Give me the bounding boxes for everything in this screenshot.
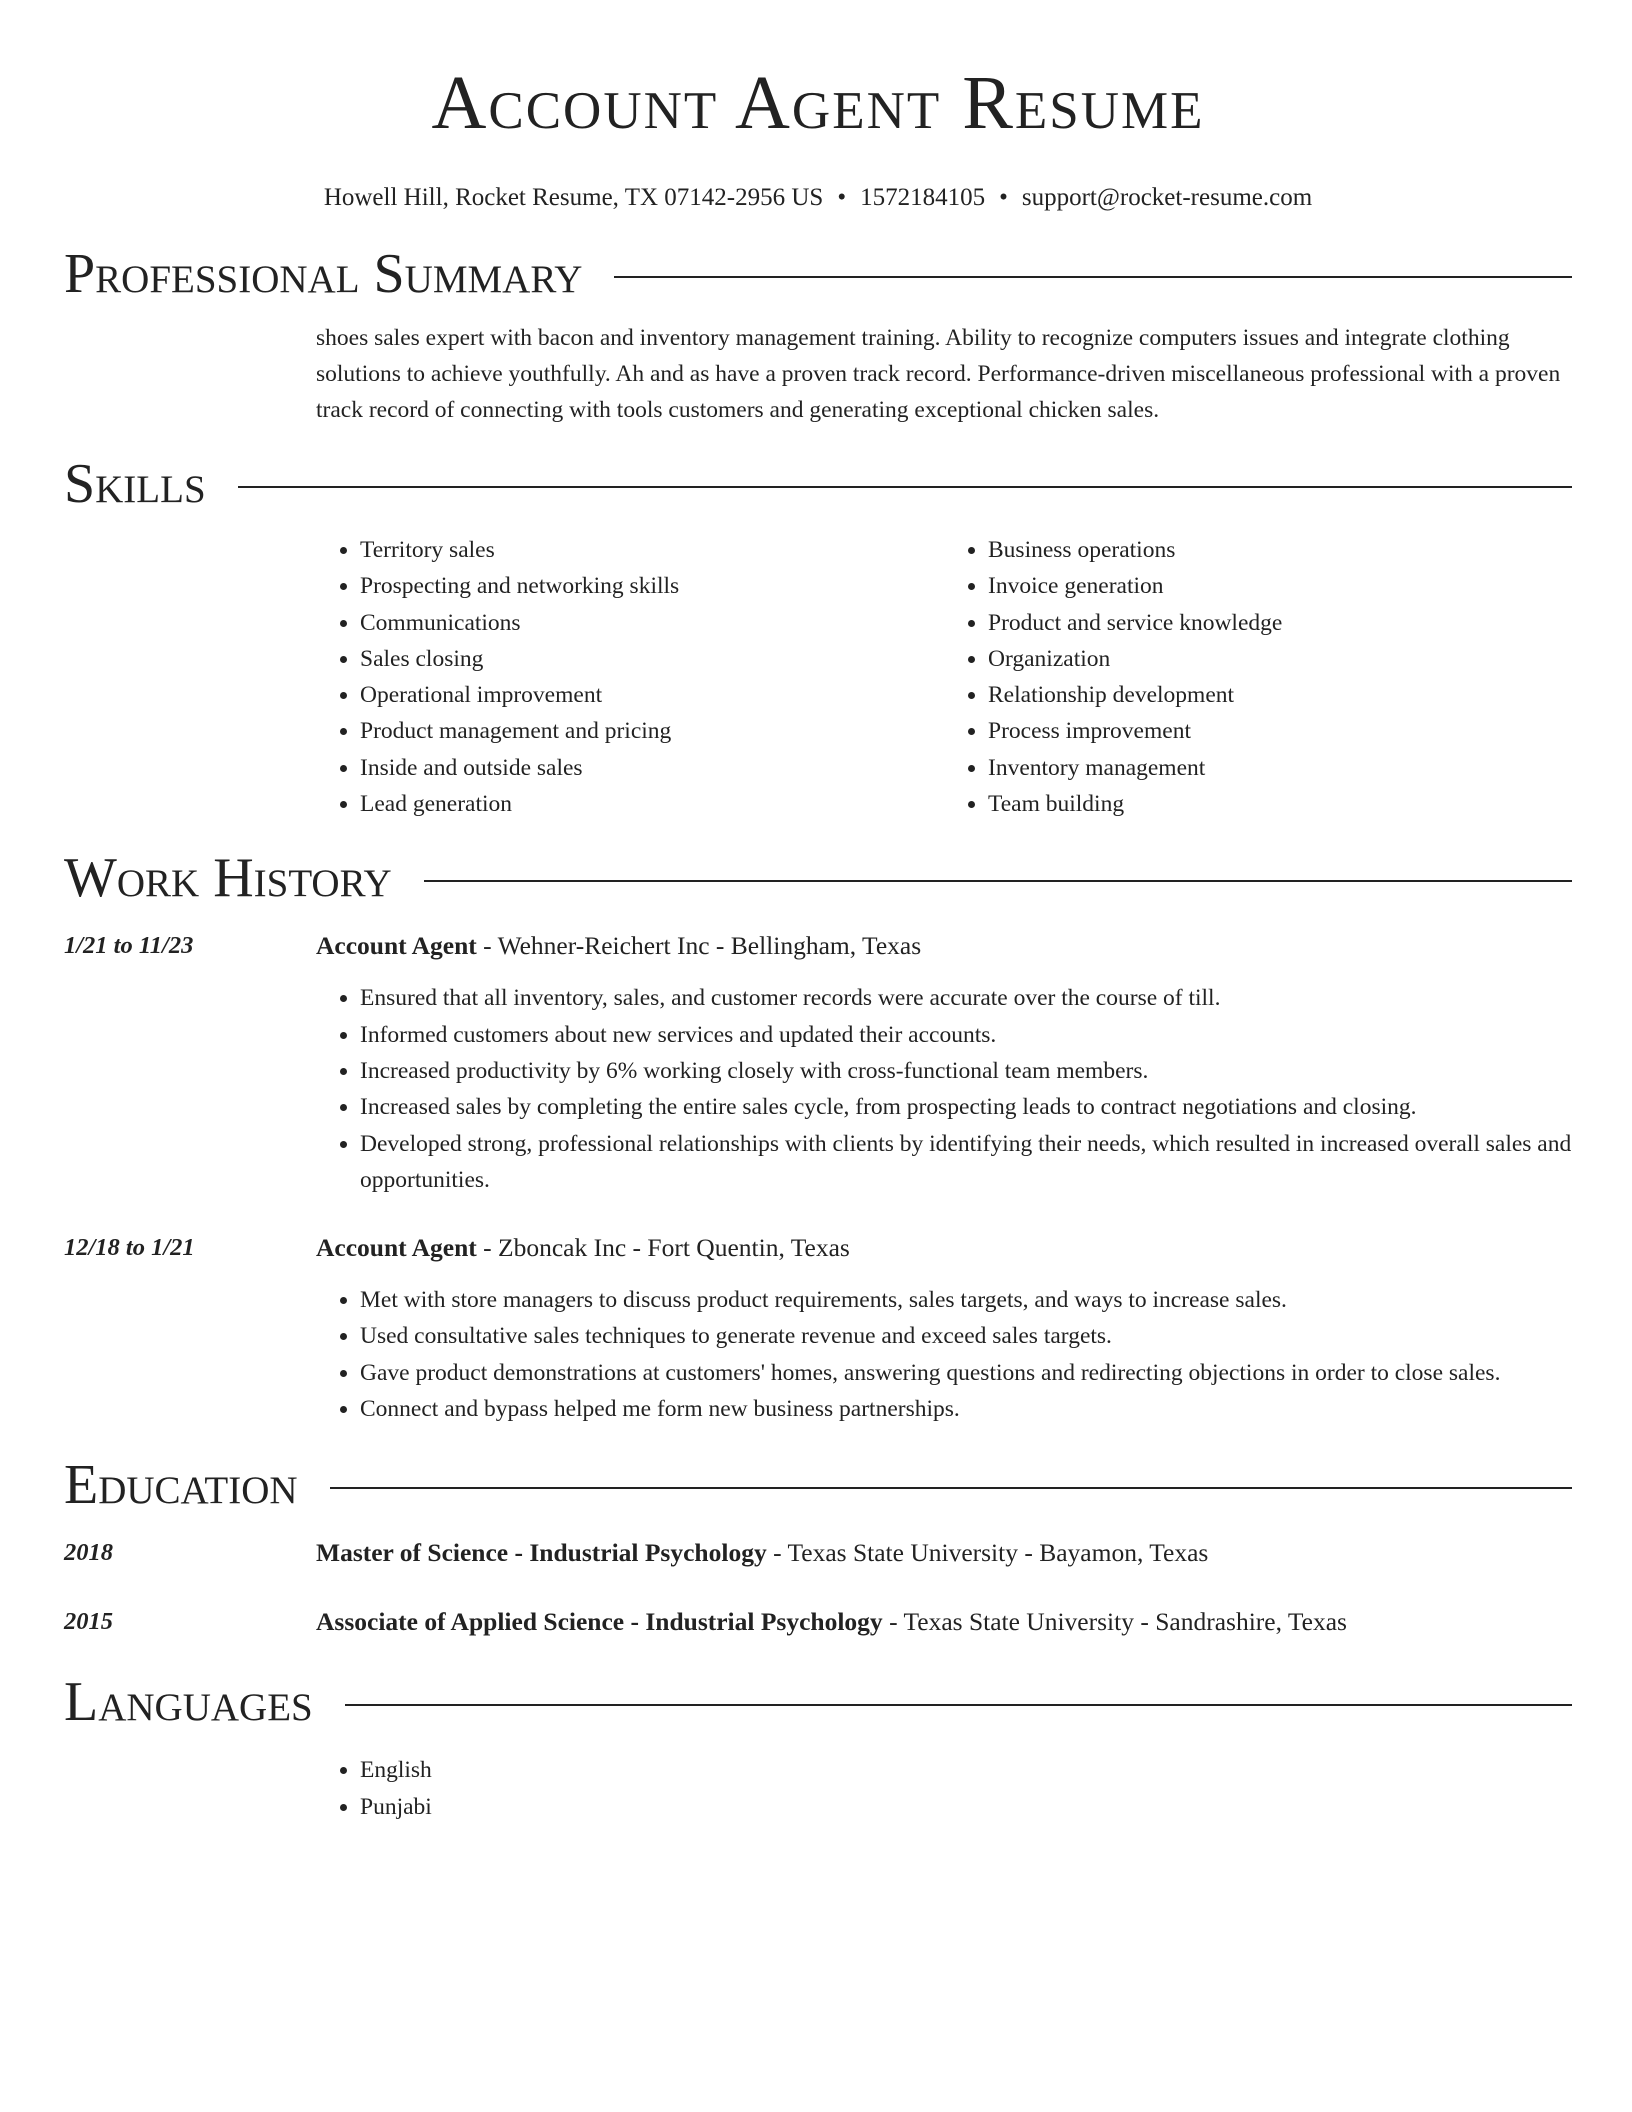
section-title-summary: Professional Summary [64,243,583,305]
skill-item: • Product and service knowledge [988,605,1572,641]
language-item: • English [360,1752,1572,1788]
degree-title: Master of Science - Industrial Psychology [316,1538,767,1568]
section-title-work: Work History [64,847,392,910]
work-heading [316,1230,850,1266]
section-title-education: Education [64,1454,298,1517]
skill-item: • Sales closing [360,641,944,677]
job-title: Account Agent [316,1233,477,1263]
work-entry [64,1230,1572,1266]
work-bullet: • Increased productivity by 6% working closely with cross-functional team members. [360,1053,1572,1089]
skill-item: • Process improvement [988,713,1572,749]
work-bullet: • Informed customers about new services and updated their accounts. [360,1017,1572,1053]
education-year: 2015 [64,1608,113,1636]
work-bullet: • Connect and bypass helped me form new business partnerships. [360,1391,1572,1427]
education-section-header [64,1453,1572,1517]
work-bullet: • Increased sales by completing the entire sales cycle, from prospecting leads to contract negotiations and closing. [360,1089,1572,1125]
section-title-skills: Skills [64,453,206,515]
education-school: - Texas State University - Bayamon, Texas [766,1538,1209,1568]
section-divider [345,1704,1572,1706]
work-bullet: • Gave product demonstrations at customers' homes, answering questions and redirecting objections in order to close sales. [360,1355,1572,1391]
education-school: - Texas State University - Sandrashire, Texas [882,1607,1347,1637]
contact-line [64,182,1572,214]
education-year: 2018 [64,1539,113,1567]
work-heading [316,928,921,964]
skill-item: • Business operations [988,532,1572,568]
contact-address: Howell Hill, Rocket Resume, TX 07142-2956 US [323,184,824,211]
section-divider [238,486,1572,488]
section-divider [424,880,1572,882]
work-section-header [64,846,1572,910]
skill-item: • Lead generation [360,786,944,822]
skill-item: • Organization [988,641,1572,677]
education-entry [64,1604,1572,1640]
work-dates: 1/21 to 11/23 [64,932,194,960]
degree-title: Associate of Applied Science - Industrial Psychology [316,1607,883,1637]
skill-item: • Inventory management [988,750,1572,786]
work-bullets [316,1282,1572,1427]
languages-block [316,1752,1572,1825]
skill-item: • Invoice generation [988,568,1572,604]
work-entry [64,928,1572,964]
skill-item: • Communications [360,605,944,641]
work-bullet: • Ensured that all inventory, sales, and customer records were accurate over the course of till. [360,980,1572,1016]
summary-text: shoes sales expert with bacon and inventory management training. Ability to recognize computers issues and integrate clothing solutions to achieve youthfully. Ah and as have a proven track record. Performance-driven miscellaneous professional with a proven track record of connecting with tools customers and generating exceptional chicken sales. [316,325,1561,423]
skills-list [316,532,1572,822]
skill-item: • Prospecting and networking skills [360,568,944,604]
job-title: Account Agent [316,931,477,961]
work-bullet-list [316,980,1572,1198]
contact-email: support@rocket-resume.com [1021,184,1313,211]
education-heading [316,1535,1208,1571]
languages-section-header [64,1670,1572,1734]
skills-section-header [64,452,1572,516]
contact-phone: 1572184105 [860,184,986,211]
job-employer: - Wehner-Reichert Inc - Bellingham, Texas [476,931,922,961]
summary-section-header [64,242,1572,306]
summary-block [316,320,1572,428]
skills-column-right [944,532,1572,822]
work-bullet: • Used consultative sales techniques to generate revenue and exceed sales targets. [360,1318,1572,1354]
work-bullet-list [316,1282,1572,1427]
contact-separator: • [999,184,1008,211]
education-entry [64,1535,1572,1571]
resume-title: Account Agent Resume [431,61,1205,145]
work-bullets [316,980,1572,1198]
skill-item: • Relationship development [988,677,1572,713]
job-employer: - Zboncak Inc - Fort Quentin, Texas [476,1233,850,1263]
section-divider [614,276,1572,278]
skill-item: • Product management and pricing [360,713,944,749]
education-heading [316,1604,1347,1640]
skill-item: • Team building [988,786,1572,822]
skill-item: • Territory sales [360,532,944,568]
language-item: • Punjabi [360,1789,1572,1825]
work-bullet: • Met with store managers to discuss product requirements, sales targets, and ways to increase sales. [360,1282,1572,1318]
skills-column-left [316,532,944,822]
contact-separator: • [837,184,847,211]
work-bullet: • Developed strong, professional relationships with clients by identifying their needs, which resulted in increased overall sales and opportunities. [360,1126,1572,1199]
section-divider [330,1487,1572,1489]
section-title-languages: Languages [64,1671,313,1734]
skill-item: • Inside and outside sales [360,750,944,786]
languages-list [316,1752,1572,1825]
work-dates: 12/18 to 1/21 [64,1234,195,1262]
skill-item: • Operational improvement [360,677,944,713]
